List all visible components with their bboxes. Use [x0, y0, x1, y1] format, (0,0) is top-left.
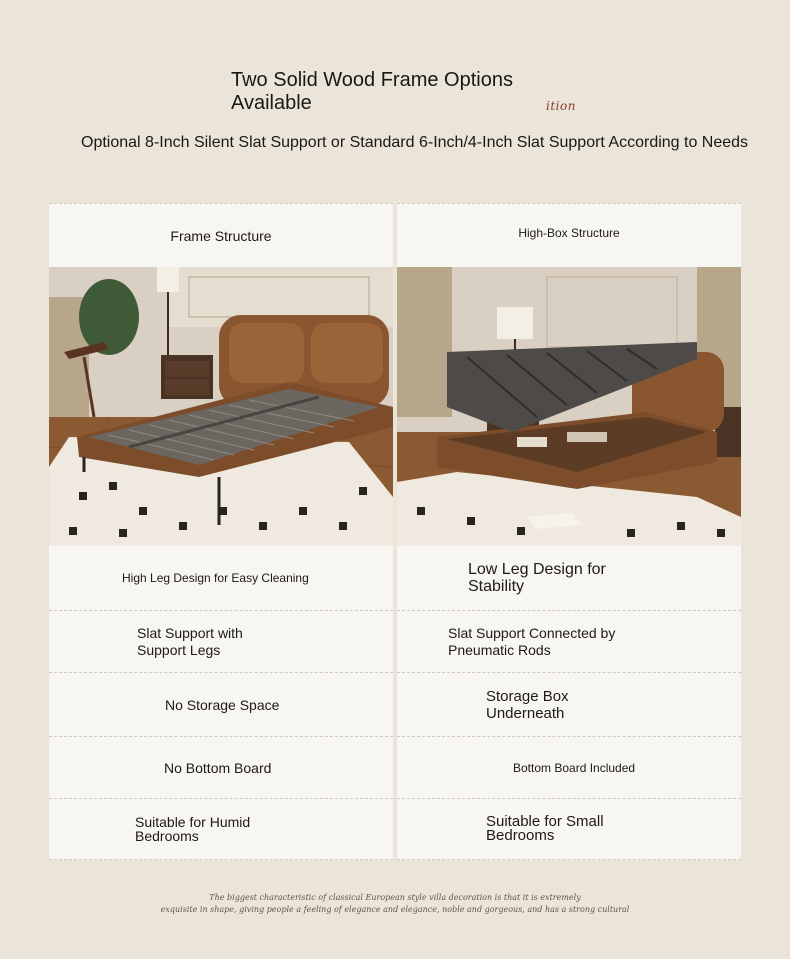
script-decoration: ition	[546, 99, 576, 113]
feature-text: High Leg Design for Easy Cleaning	[122, 571, 309, 585]
column-heading: Frame Structure	[170, 227, 272, 244]
footer-line: exquisite in shape, giving people a feeling of elegance and elegance, noble and gorgeous, and has a strong cultural	[160, 905, 630, 914]
frame-structure-column	[49, 203, 393, 860]
feature-cell	[397, 736, 741, 798]
feature-cell	[49, 736, 393, 798]
feature-text: Storage Box Underneath	[486, 687, 569, 722]
bed-slat-frame-photo	[49, 267, 393, 546]
feature-cell	[397, 798, 741, 860]
feature-text: Suitable for Humid Bedrooms	[135, 814, 251, 844]
feature-cell	[49, 610, 393, 672]
footer-line: The biggest characteristic of classical European style villa decoration is that it is extremely	[209, 893, 581, 902]
feature-text: No Storage Space	[165, 696, 280, 713]
high-box-structure-photo	[397, 267, 741, 546]
feature-text: Slat Support with Support Legs	[137, 624, 243, 658]
feature-text: No Bottom Board	[164, 759, 272, 776]
page-title: Two Solid Wood Frame Options Available	[231, 69, 513, 114]
feature-cell	[397, 546, 741, 610]
feature-cell	[49, 672, 393, 736]
column-heading-cell	[397, 203, 741, 267]
high-box-structure-column	[397, 203, 741, 860]
feature-text: Bottom Board Included	[513, 760, 636, 775]
frame-structure-photo	[49, 267, 393, 546]
feature-text: Suitable for Small Bedrooms	[486, 813, 604, 844]
feature-cell	[397, 610, 741, 672]
footer-text	[0, 892, 790, 916]
feature-text: Low Leg Design for Stability	[468, 561, 606, 595]
feature-text: Slat Support Connected by Pneumatic Rods	[448, 624, 616, 658]
bed-storage-box-photo	[397, 267, 741, 546]
column-heading-cell	[49, 203, 393, 267]
page-subtitle: Optional 8-Inch Silent Slat Support or Standard 6-Inch/4-Inch Slat Support According to Needs	[81, 134, 749, 151]
feature-cell	[397, 672, 741, 736]
comparison-table	[49, 203, 741, 860]
feature-cell	[49, 546, 393, 610]
column-heading: High-Box Structure	[518, 225, 620, 240]
feature-cell	[49, 798, 393, 860]
